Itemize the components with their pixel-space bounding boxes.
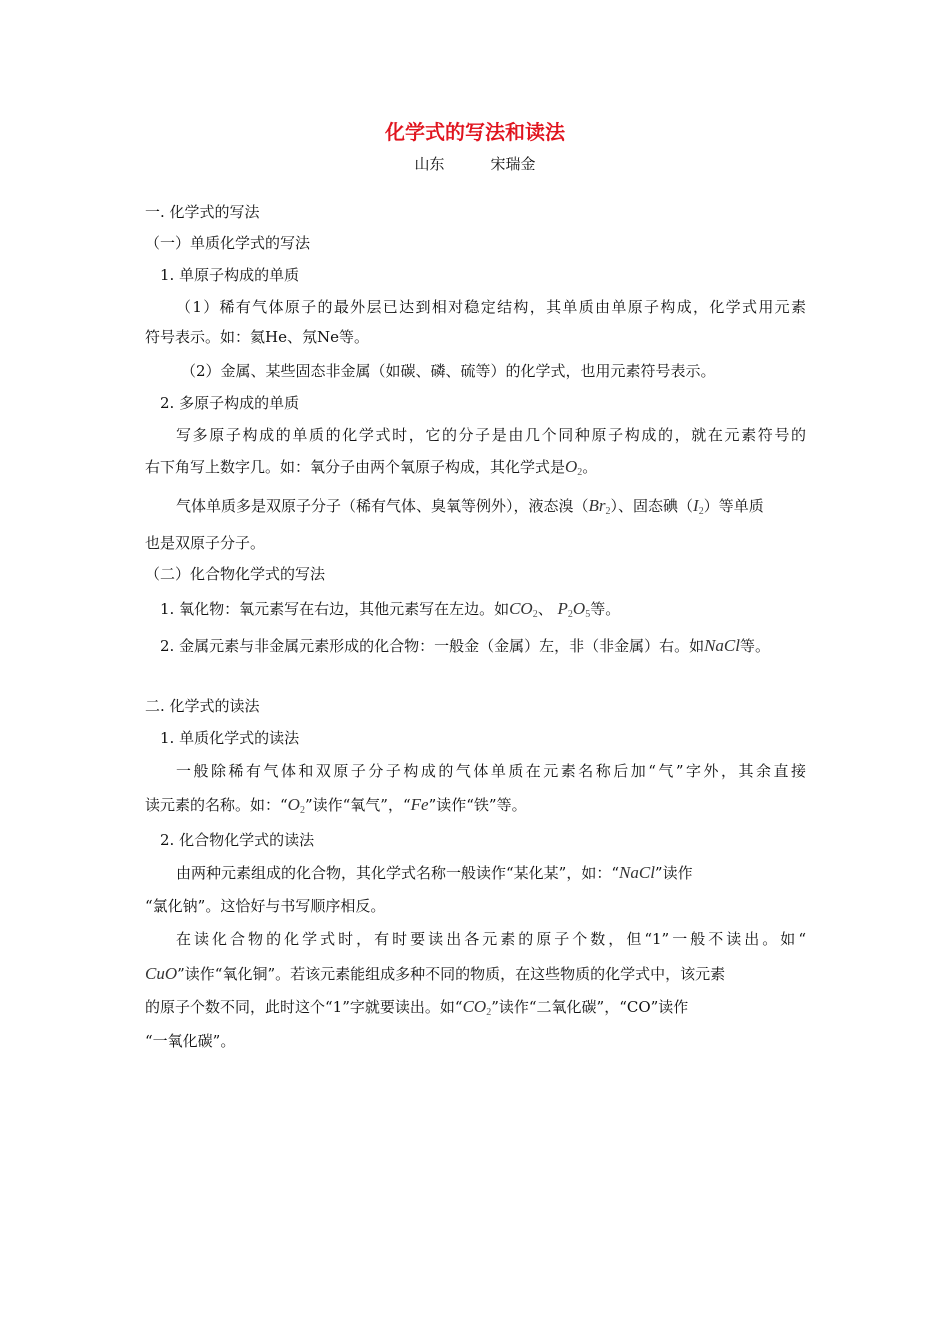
section-1-heading: 一. 化学式的写法 bbox=[145, 203, 260, 221]
paragraph-line: 一般除稀有气体和双原子分子构成的气体单质在元素名称后加“气”字外，其余直接 bbox=[176, 762, 806, 780]
paragraph-line: 气体单质多是双原子分子（稀有气体、臭氧等例外），液态溴$(Br_2)$、固态碘$(I_2)$等单质 bbox=[176, 496, 764, 517]
paragraph-line: 右下角写上数字几。如：氧分子由两个氧原子构成，其化学式是$O_2$。 bbox=[145, 457, 598, 478]
formula-nacl: NaCl bbox=[704, 636, 740, 655]
author-name: 宋瑞金 bbox=[490, 155, 536, 173]
author-province: 山东 bbox=[414, 155, 445, 173]
paragraph-line: 在读化合物的化学式时，有时要读出各元素的原子个数，但“1”一般不读出。如“ bbox=[176, 930, 806, 948]
paragraph-line: 由两种元素组成的化合物，其化学式名称一般读作“某化某”，如：“NaCl”读作 bbox=[176, 863, 693, 882]
formula-fe: Fe bbox=[410, 795, 429, 814]
paragraph-line: “氯化钠”。这恰好与书写顺序相反。 bbox=[145, 897, 386, 915]
paragraph-line: CuO”读作“氧化铜”。若该元素能组成多种不同的物质，在这些物质的化学式中，该元素 bbox=[145, 964, 726, 983]
item-2-2-heading: 2. 化合物化学式的读法 bbox=[160, 831, 315, 849]
paragraph-line: （2）金属、某些固态非金属（如碳、磷、硫等）的化学式，也用元素符号表示。 bbox=[181, 362, 716, 380]
subsection-2-heading: （二）化合物化学式的写法 bbox=[145, 565, 326, 583]
item-1-2-heading: 2. 多原子构成的单质 bbox=[160, 394, 300, 412]
page-title: 化学式的写法和读法 bbox=[385, 120, 565, 144]
formula-nacl: NaCl bbox=[619, 863, 655, 882]
author-line bbox=[0, 150, 950, 178]
formula-br2: $Br_2$ bbox=[588, 496, 611, 517]
subsection-1-heading: （一）单质化学式的写法 bbox=[145, 234, 311, 252]
formula-cuo: CuO bbox=[145, 964, 178, 983]
item-1-1-heading: 1. 单原子构成的单质 bbox=[160, 266, 300, 284]
paragraph-line: 1. 氧化物：氧元素写在右边，其他元素写在左边。如$CO_2$、 $P_2O_5$等。 bbox=[160, 599, 621, 620]
paragraph-line: 写多原子构成的单质的化学式时，它的分子是由几个同种原子构成的，就在元素符号的 bbox=[176, 426, 806, 444]
formula-co2: $CO_2$ bbox=[509, 599, 538, 620]
item-2-1-heading: 1. 单质化学式的读法 bbox=[160, 729, 300, 747]
formula-o2: $O_2$ bbox=[565, 457, 583, 478]
paragraph-line: 符号表示。如：氦He、氖Ne等。 bbox=[145, 328, 369, 346]
paragraph-line: 的原子个数不同，此时这个“1”字就要读出。如“$CO_2$”读作“二氧化碳”，“CO”读作 bbox=[145, 997, 689, 1018]
paragraph-line: （1）稀有气体原子的最外层已达到相对稳定结构，其单质由单原子构成，化学式用元素 bbox=[176, 298, 806, 316]
paragraph-line: 读元素的名称。如：“$O_2$”读作“氧气”，“Fe”读作“铁”等。 bbox=[145, 795, 527, 816]
formula-i2: $I_2$ bbox=[693, 496, 704, 517]
formula-co2: $CO_2$ bbox=[462, 997, 492, 1018]
formula-o2: $O_2$ bbox=[287, 795, 305, 816]
formula-p2o5: $P_2O_5$ bbox=[557, 599, 591, 620]
paragraph-line: “一氧化碳”。 bbox=[145, 1032, 236, 1050]
paragraph-line: 2. 金属元素与非金属元素形成的化合物：一般金（金属）左，非（非金属）右。如NaCl等。 bbox=[160, 636, 771, 655]
paragraph-line: 也是双原子分子。 bbox=[145, 534, 266, 552]
section-2-heading: 二. 化学式的读法 bbox=[145, 697, 260, 715]
